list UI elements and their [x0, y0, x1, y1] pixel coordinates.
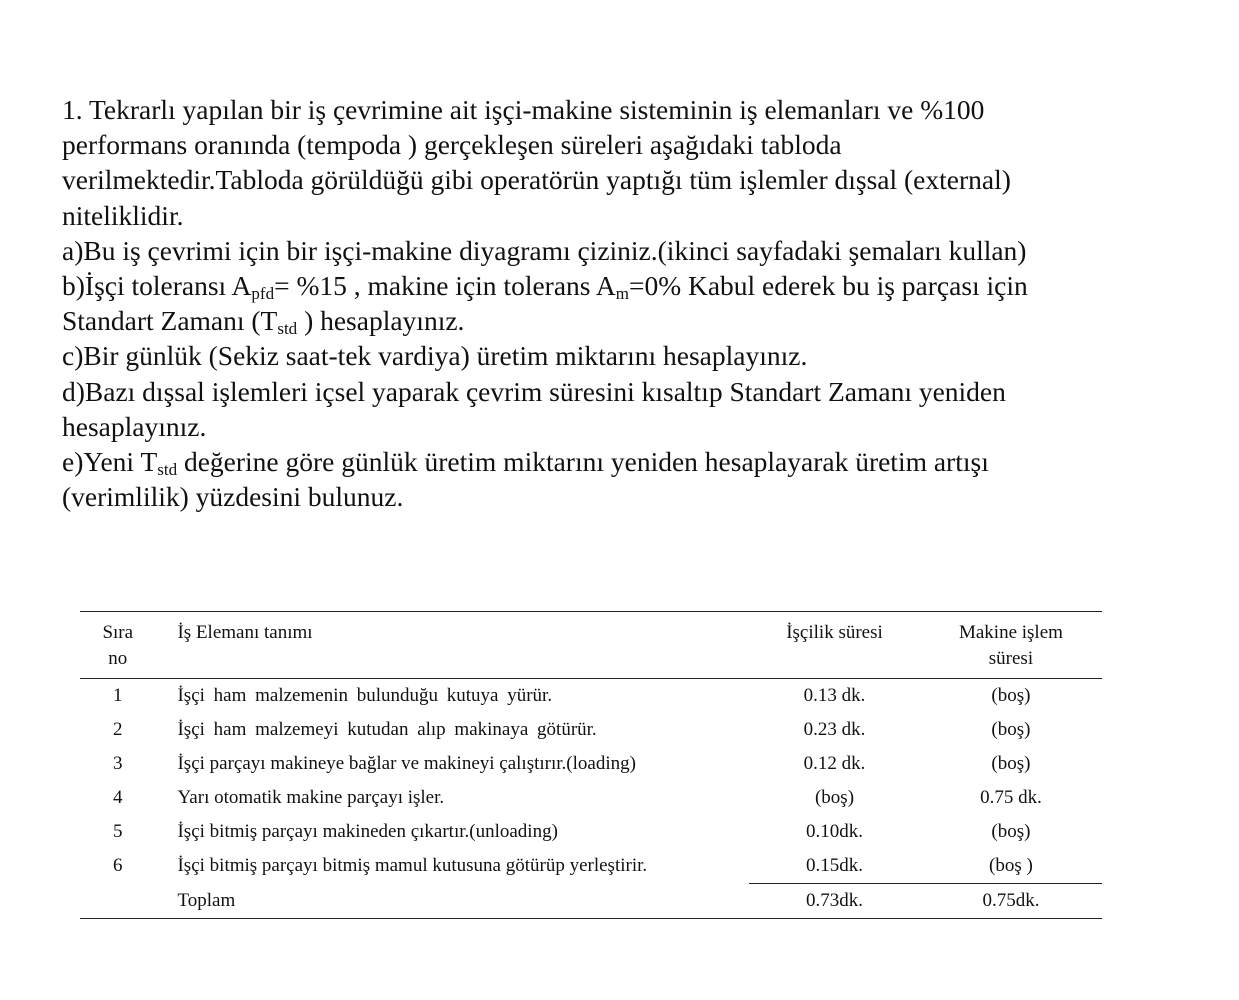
question-b: b)İşçi toleransı $A_{pfd}= \%15$ , makine için tolerans $A_m=0\%$ Kabul ederek bu iş parçası için: [62, 270, 1028, 304]
total-machine: 0.75dk.: [920, 884, 1102, 919]
table-row: 6 İşçi bitmiş parçayı bitmiş mamul kutusuna götürüp yerleştirir. 0.15dk. (boş ): [80, 849, 1102, 884]
problem-line: verilmektedir.Tabloda görüldüğü gibi operatörün yaptığı tüm işlemler dışsal (external): [62, 164, 1011, 196]
question-b-cont: Standart Zamanı ($T_{std}$ ) hesaplayınız.: [62, 305, 465, 339]
problem-statement: [62, 92, 1182, 514]
question-c: c)Bir günlük (Sekiz saat-tek vardiya) üretim miktarını hesaplayınız.: [62, 340, 808, 372]
header-desc: İş Elemanı tanımı: [177, 622, 313, 643]
problem-line: 1. Tekrarlı yapılan bir iş çevrimine ait işçi-makine sisteminin iş elemanları ve %100: [62, 94, 985, 125]
work-elements-table: [80, 611, 1102, 919]
question-a: a)Bu iş çevrimi için bir işçi-makine diyagramı çiziniz.(ikinci sayfadaki şemaları kullan): [62, 234, 1027, 266]
question-e-cont: (verimlilik) yüzdesini bulunuz.: [62, 481, 404, 513]
question-e: e)Yeni $T_{std}$ değerine göre günlük üretim miktarını yeniden hesaplayarak üretim artışı: [62, 446, 989, 480]
table-row: 5 İşçi bitmiş parçayı makineden çıkartır.(unloading) 0.10dk. (boş): [112, 821, 1031, 842]
table-row: 4 Yarı otomatik makine parçayı işler. (boş) 0.75 dk.: [112, 787, 1042, 808]
question-d: d)Bazı dışsal işlemleri içsel yaparak çevrim süresini kısaltıp Standart Zamanı yeniden: [62, 375, 1006, 407]
total-labor: 0.73dk.: [749, 884, 920, 919]
problem-line: performans oranında (tempoda ) gerçekleşen süreleri aşağıdaki tabloda: [62, 129, 842, 161]
header-machine: Makine işlem süresi: [958, 622, 1063, 669]
header-no: Sıra no: [102, 622, 134, 669]
table-row: 2 İşçi ham malzemeyi kutudan alıp makinaya götürür. 0.23 dk. (boş): [112, 719, 1031, 740]
table-total-row: [80, 884, 1102, 919]
table-row: 1 İşçi ham malzemenin bulunduğu kutuya yürür. 0.13 dk. (boş): [112, 685, 1031, 706]
total-label: Toplam: [155, 884, 749, 919]
question-d-cont: hesaplayınız.: [62, 410, 207, 442]
header-labor: İşçilik süresi: [786, 622, 883, 643]
table-header-row: [80, 612, 1102, 679]
table-row: 3 İşçi parçayı makineye bağlar ve makineyi çalıştırır.(loading) 0.12 dk. (boş): [112, 753, 1031, 774]
problem-line: niteliklidir.: [62, 199, 184, 231]
